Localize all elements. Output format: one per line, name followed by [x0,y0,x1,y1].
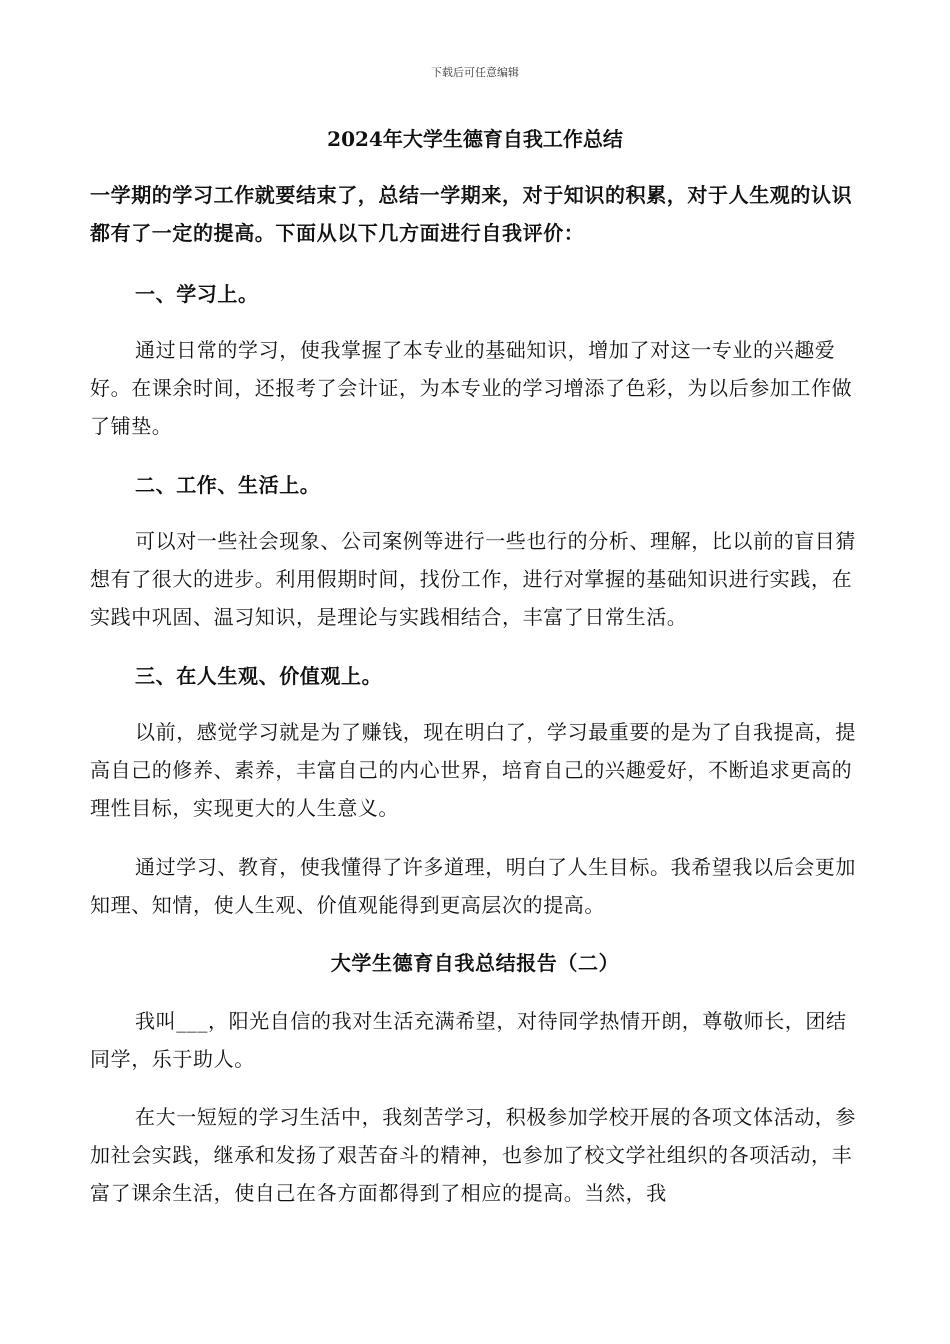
document-title: 2024年大学生德育自我工作总结 [327,127,623,151]
report2-paragraph-2: 在大一短短的学习生活中，我刻苦学习，积极参加学校开展的各项文体活动，参加社会实践，继承和发扬了艰苦奋斗的精神，也参加了校文学社组织的各项活动，丰富了课余生活，使自己在各方面都得到了相应的提高。当然，我 [90,1105,856,1205]
report2-paragraph-1: 我叫___，阳光自信的我对生活充满希望，对待同学热情开朗，尊敬师长，团结同学，乐于助人。 [90,1009,847,1071]
header-note: 下载后可任意编辑 [431,66,519,79]
section2-heading: 二、工作、生活上。 [135,473,321,497]
section1-heading: 一、学习上。 [135,282,259,306]
report2-heading: 大学生德育自我总结报告（二） [330,951,620,975]
intro-paragraph: 一学期的学习工作就要结束了，总结一学期来，对于知识的积累，对于人生观的认识都有了一定的提高。下面从以下几方面进行自我评价： [90,183,853,245]
section3-paragraph-2: 通过学习、教育，使我懂得了许多道理，明白了人生目标。我希望我以后会更加知理、知情，使人生观、价值观能得到更高层次的提高。 [90,855,856,917]
section3-paragraph-1: 以前，感觉学习就是为了赚钱，现在明白了，学习最重要的是为了自我提高，提高自己的修养、素养，丰富自己的内心世界，培育自己的兴趣爱好，不断追求更高的理性目标，实现更大的人生意义。 [90,720,856,820]
section2-paragraph: 可以对一些社会现象、公司案例等进行一些也行的分析、理解，比以前的盲目猜想有了很大的进步。利用假期时间，找份工作，进行对掌握的基础知识进行实践，在实践中巩固、温习知识，是理论与实践相结合，丰富了日常生活。 [90,529,856,629]
section3-heading: 三、在人生观、价值观上。 [135,664,383,688]
section1-paragraph: 通过日常的学习，使我掌握了本专业的基础知识，增加了对这一专业的兴趣爱好。在课余时间，还报考了会计证，为本专业的学习增添了色彩，为以后参加工作做了铺垫。 [90,338,853,438]
